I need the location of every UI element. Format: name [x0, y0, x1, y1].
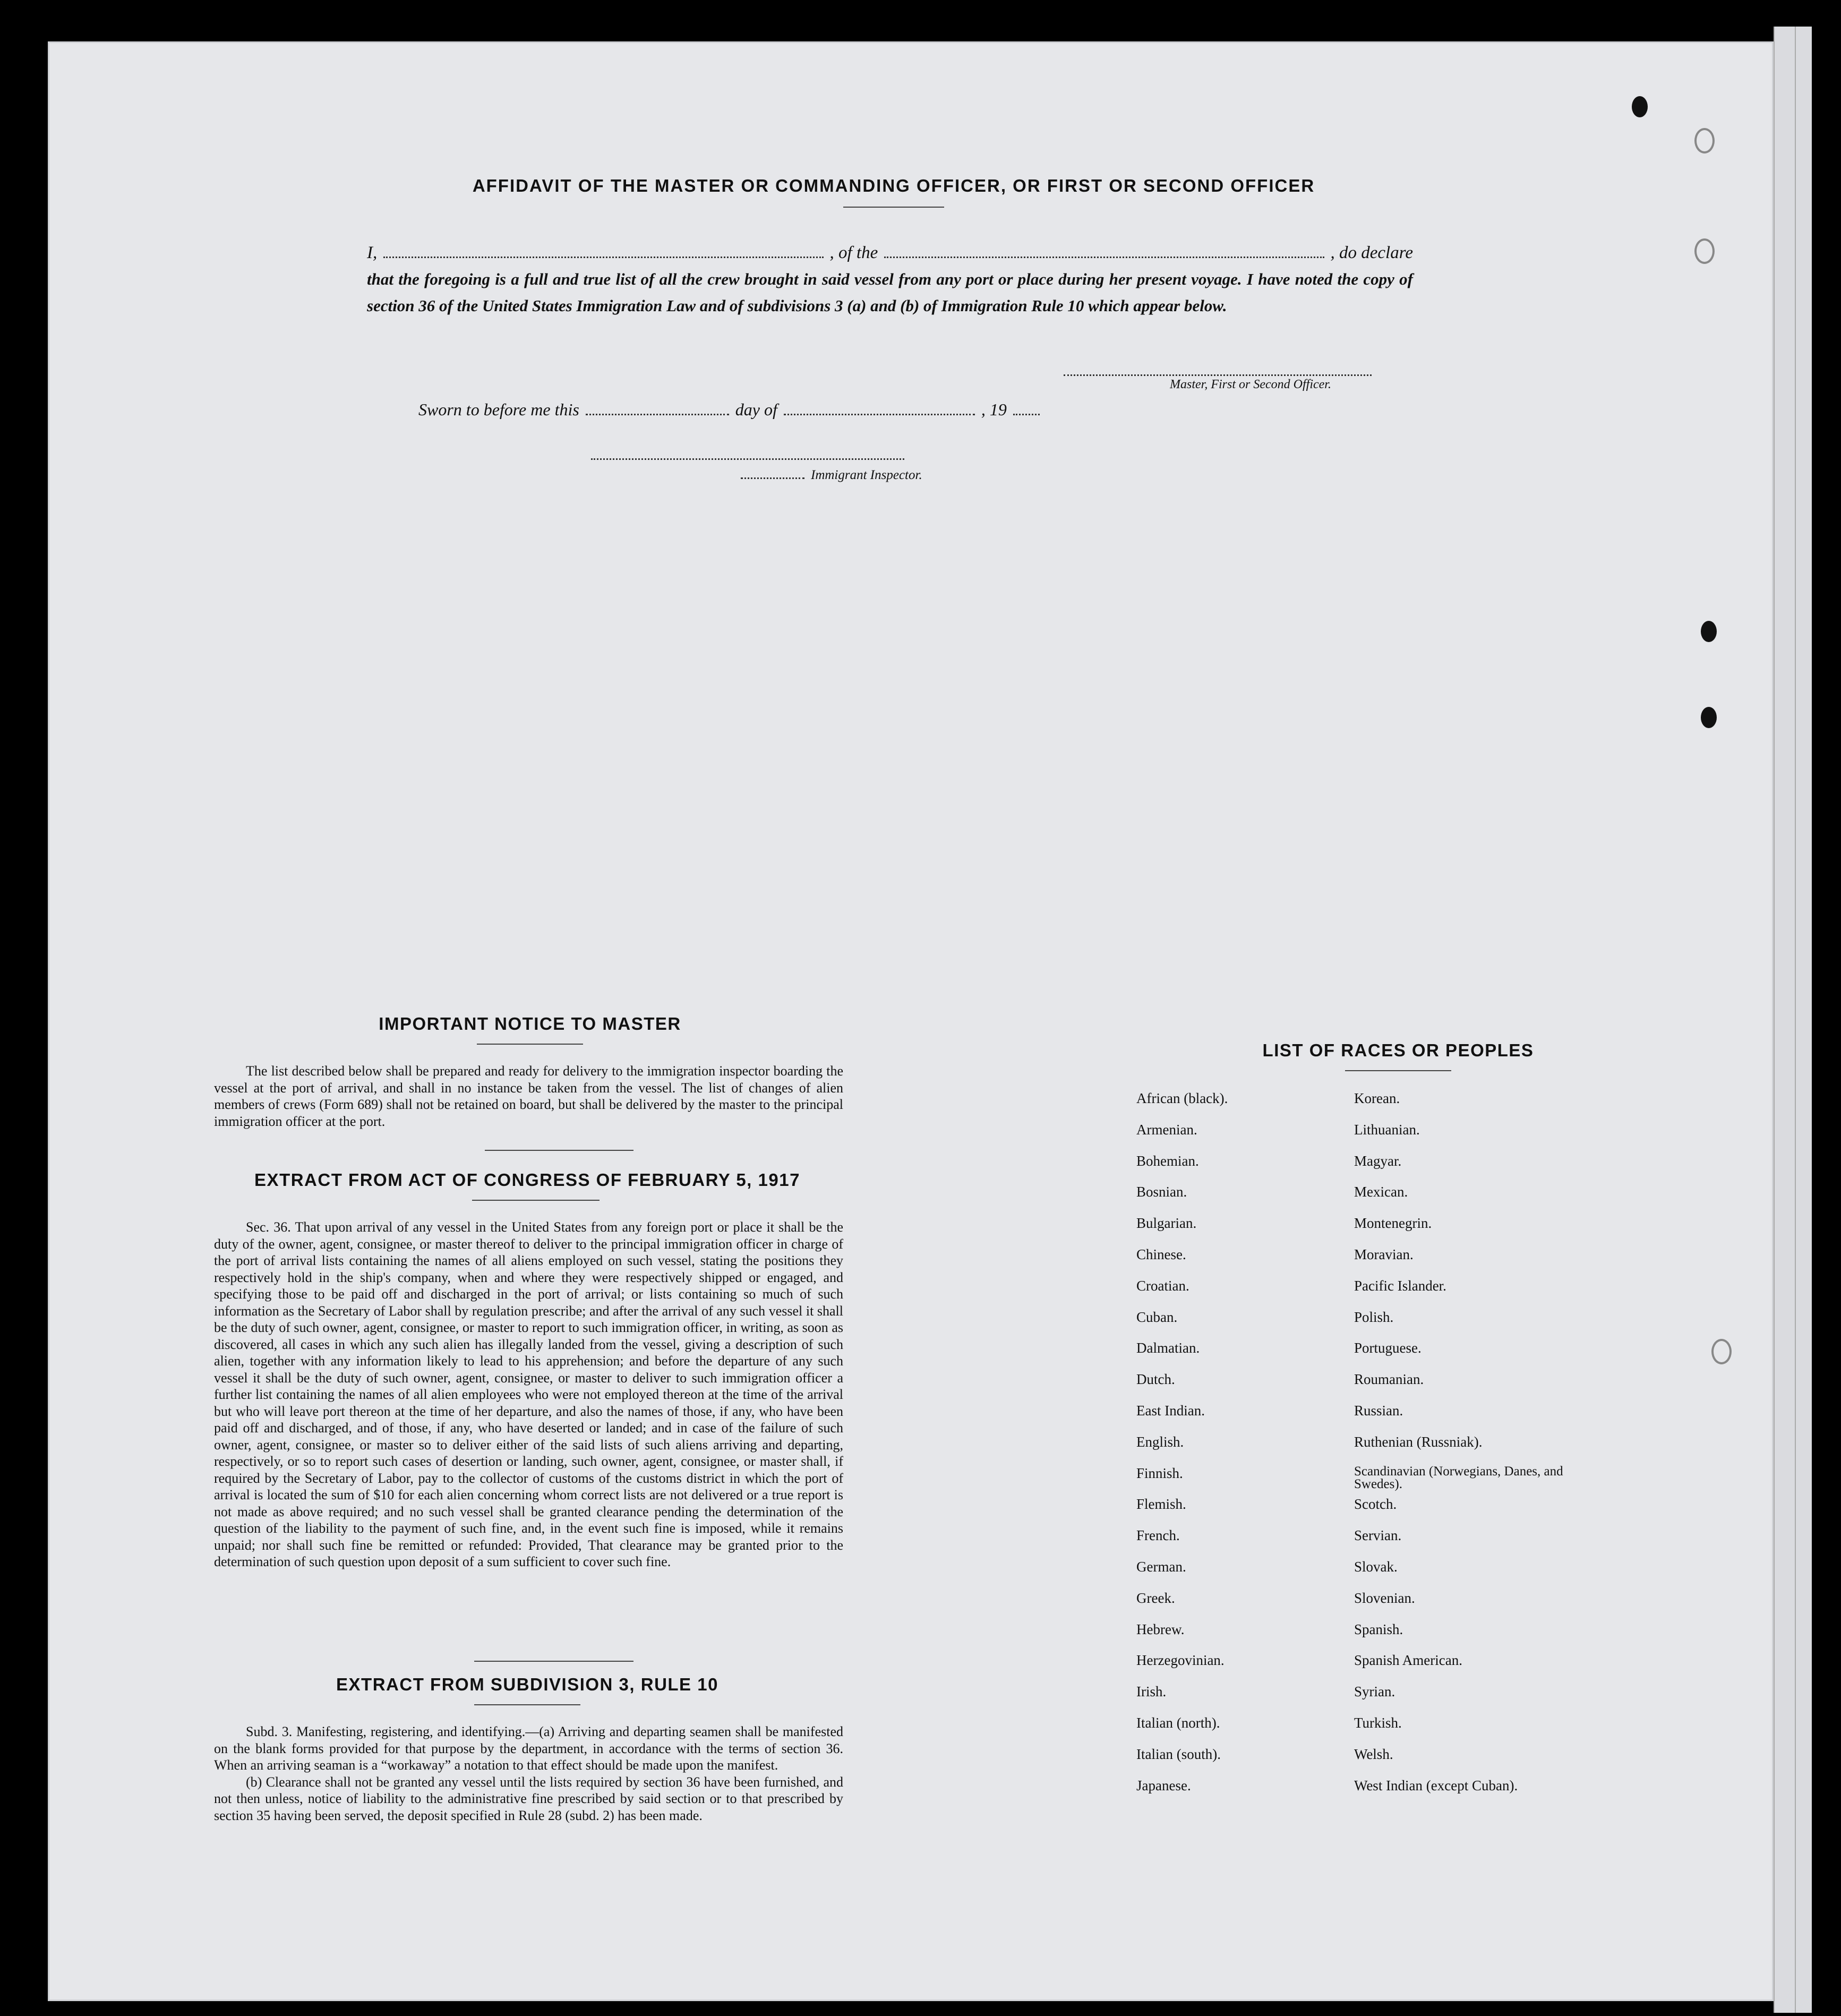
subdivision-para-b: (b) Clearance shall not be granted any vessel until the lists required by section 36 have been furnished, and not then unless, notice of liability to the administrative fine prescribed by said section or to that prescribed by section 35 having been served, the deposit specified in Rule 28 (subd. 2) has been made. [214, 1774, 843, 1823]
section-36-text: Sec. 36. That upon arrival of any vessel in the United States from any foreign port or place it shall be the duty of the owner, agent, consignee, or master thereof to deliver to the principal immigration officer in charge of the port of arrival lists containing the names of all aliens employed on such vessel, stating the positions they respectively hold in the ship's company, when and where they were respectively shipped or engaged, and specifying those to be paid off and discharged in the port of arrival; or lists containing so much of such information as the Secretary of Labor shall by regulation prescribe; and after the arrival of any such vessel it shall be the duty of such owner, agent, consignee, or master to report to such immigration officer, in writing, as soon as discovered, all cases in which any such alien has illegally landed from the vessel, giving a description of such alien, together with any information likely to lead to his apprehension; and before the departure of any such vessel it shall be the duty of such owner, agent, consignee, or master to deliver to such immigration officer a further list containing the names of all alien employees who were not employed thereon at the time of the arrival but who will leave port thereon at the time of her departure, and also the names of those, if any, who have been paid off and discharged, and of those, if any, who have deserted or landed; and in case of the failure of such owner, agent, consignee, or master so to deliver either of the said lists of such aliens arriving and departing, respectively, or so to report such cases of desertion or landing, such owner, agent, consignee, or master shall, if required by the Secretary of Labor, pay to the collector of customs of the customs district in which the port of arrival is located the sum of $10 for each alien concerning whom correct lists are not delivered or a true report is not made as above required; and no such vessel shall be granted clearance pending the determination of the question of the liability to the payment of such fine, and, in the event such fine is imposed, while it remains unpaid; nor shall such fine be remitted or refunded: Provided, That clearance may be granted prior to the determination of such question upon deposit of a sum sufficient to cover such fine. [214, 1219, 843, 1569]
race-item: Greek. [1136, 1590, 1175, 1606]
punch-hole [1701, 621, 1717, 642]
day-blank [586, 408, 729, 415]
race-item: Lithuanian. [1354, 1121, 1420, 1138]
race-item: Scotch. [1354, 1496, 1397, 1513]
race-item: English. [1136, 1433, 1184, 1450]
race-item: Mexican. [1354, 1184, 1408, 1200]
race-item: Magyar. [1354, 1152, 1402, 1169]
race-item: Herzegovinian. [1136, 1652, 1225, 1669]
race-item: Polish. [1354, 1309, 1394, 1325]
underlying-page-edge-2 [1795, 27, 1812, 2013]
race-item: Armenian. [1136, 1121, 1197, 1138]
race-item: East Indian. [1136, 1402, 1205, 1419]
race-item: Japanese. [1136, 1777, 1191, 1793]
race-item: Servian. [1354, 1527, 1402, 1544]
signature-line [1064, 374, 1372, 376]
race-item: Cuban. [1136, 1309, 1178, 1325]
race-item: Bosnian. [1136, 1184, 1187, 1200]
section-divider [474, 1661, 633, 1662]
sworn-prefix: Sworn to before me this [418, 400, 579, 419]
inspector-signature-line [591, 458, 904, 460]
subdivision-para-a: Subd. 3. Manifesting, registering, and identifying.—(a) Arriving and departing seamen shall be manifested on the blank forms provided for that purpose by the department, in accordance with the terms of section 36. When an arriving seaman is a “workaway” a notation to that effect should be made upon the manifest. [214, 1724, 843, 1773]
races-list [1136, 1090, 1614, 1808]
races-title: LIST OF RACES OR PEOPLES [1133, 1040, 1664, 1071]
race-item: West Indian (except Cuban). [1354, 1777, 1518, 1793]
inspector-label: Immigrant Inspector. [811, 468, 922, 482]
race-item: Bohemian. [1136, 1152, 1199, 1169]
affidavit-i-label: I, [367, 243, 378, 262]
race-item: Irish. [1136, 1684, 1167, 1700]
year-prefix: , 19 [981, 400, 1007, 419]
race-item: Russian. [1354, 1402, 1403, 1419]
race-item: Dutch. [1136, 1371, 1175, 1388]
race-item: Welsh. [1354, 1746, 1393, 1762]
notice-body: The list described below shall be prepared and ready for delivery to the immigration inspector boarding the vessel at the port of arrival, and shall in no instance be taken from the vessel. The list of changes of alien members of crews (Form 689) shall not be retained on board, but shall be delivered by the master to the principal immigration officer at the port. [214, 1063, 843, 1129]
race-item: Hebrew. [1136, 1621, 1185, 1637]
extract-act-title: EXTRACT FROM ACT OF CONGRESS OF FEBRUARY 5, 1917 [254, 1170, 800, 1190]
race-item: Pacific Islander. [1354, 1277, 1446, 1294]
race-item: Dalmatian. [1136, 1340, 1200, 1356]
inspector-label-row [734, 468, 922, 483]
of-the-label: , of the [829, 243, 878, 262]
section-divider [485, 1150, 633, 1151]
affidavit-declaration [367, 240, 1413, 319]
race-item: Spanish American. [1354, 1652, 1462, 1669]
race-item: Bulgarian. [1136, 1215, 1197, 1232]
day-of-label: day of [735, 400, 777, 419]
race-item: Croatian. [1136, 1277, 1189, 1294]
extract-rule-title: EXTRACT FROM SUBDIVISION 3, RULE 10 [209, 1675, 846, 1705]
race-item: Roumanian. [1354, 1371, 1424, 1388]
underlying-page-edge [1774, 27, 1796, 2013]
punch-hole [1632, 96, 1648, 117]
notice-title: IMPORTANT NOTICE TO MASTER [246, 1014, 814, 1045]
race-item: Syrian. [1354, 1684, 1395, 1700]
race-item: Finnish. [1136, 1465, 1183, 1481]
year-blank [1013, 408, 1040, 415]
signature-label: Master, First or Second Officer. [1170, 378, 1331, 391]
race-item: German. [1136, 1558, 1186, 1575]
sworn-line [418, 400, 1162, 420]
race-item: Italian (north). [1136, 1714, 1220, 1731]
race-item: Slovenian. [1354, 1590, 1415, 1606]
name-blank [383, 251, 823, 258]
race-item: Spanish. [1354, 1621, 1403, 1637]
month-blank [784, 408, 975, 415]
inspector-blank [741, 472, 804, 479]
subdivision-3-text [214, 1723, 843, 1824]
race-item: African (black). [1136, 1090, 1228, 1106]
document-page [48, 41, 1774, 2001]
race-item: Korean. [1354, 1090, 1400, 1106]
race-item: Chinese. [1136, 1246, 1186, 1262]
do-declare-label: , do declare [1330, 243, 1413, 262]
punch-hole [1694, 238, 1715, 264]
declaration-text: that the foregoing is a full and true list of all the crew brought in said vessel from any port or place during her present voyage. I have noted the copy of section 36 of the United States Immigration Law and of subdivisions 3 (a) and (b) of Immigration Rule 10 which appear below. [367, 270, 1413, 315]
punch-hole [1694, 128, 1715, 153]
race-item: Moravian. [1354, 1246, 1414, 1262]
punch-hole [1711, 1339, 1732, 1364]
race-item: Portuguese. [1354, 1340, 1422, 1356]
section-divider [472, 1200, 600, 1201]
race-item: Scandinavian (Norwegians, Danes, and Swedes). [1354, 1464, 1563, 1491]
affidavit-title: AFFIDAVIT OF THE MASTER OR COMMANDING OFFICER, OR FIRST OR SECOND OFFICER [416, 176, 1372, 208]
race-item: Flemish. [1136, 1496, 1186, 1513]
vessel-blank [884, 251, 1324, 258]
race-item: Italian (south). [1136, 1746, 1221, 1762]
race-item: Slovak. [1354, 1558, 1398, 1575]
race-item: Ruthenian (Russniak). [1354, 1433, 1483, 1450]
race-item: Montenegrin. [1354, 1215, 1432, 1232]
race-item: Turkish. [1354, 1714, 1402, 1731]
race-item: French. [1136, 1527, 1180, 1544]
punch-hole [1701, 707, 1717, 728]
